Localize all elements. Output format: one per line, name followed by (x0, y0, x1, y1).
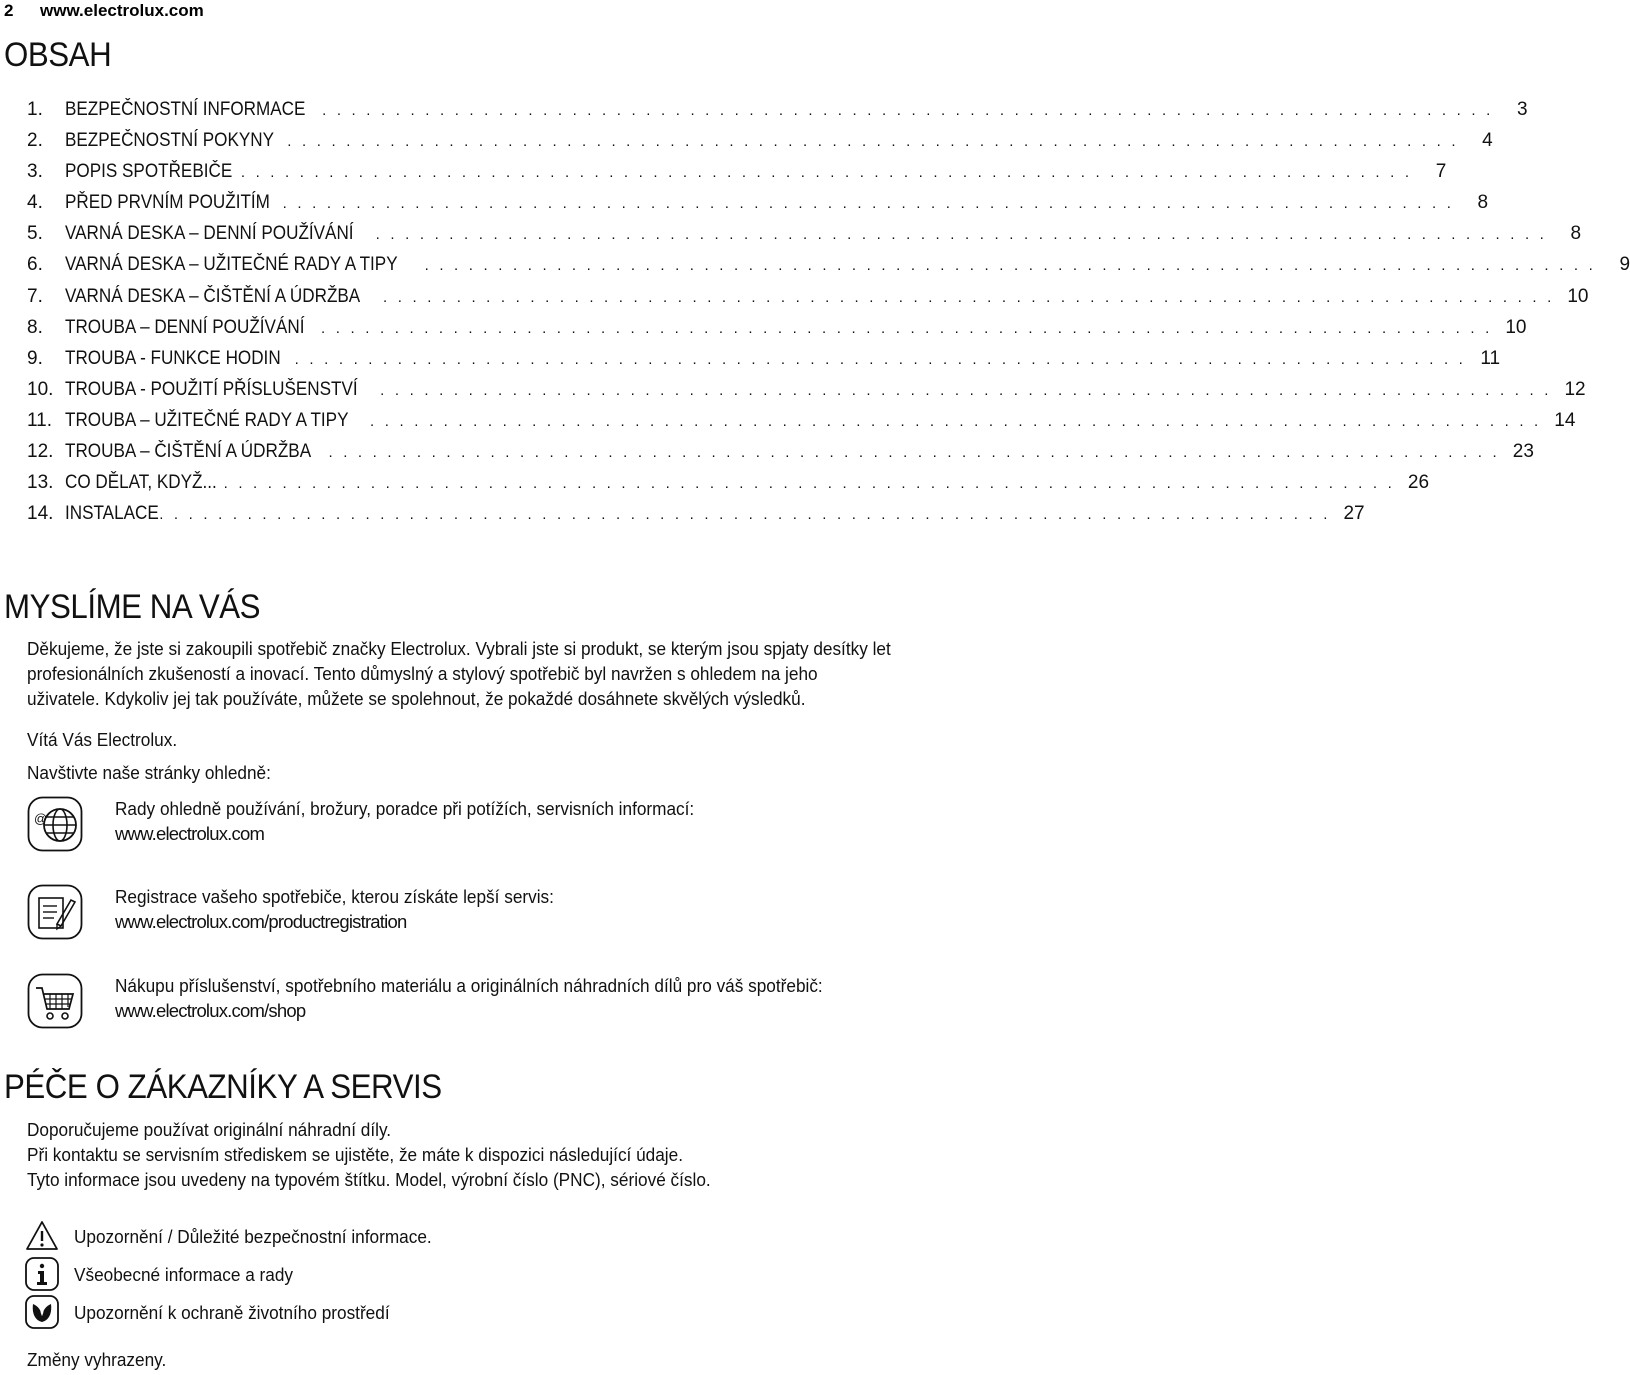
toc-entry-title: POPIS SPOTŘEBIČE (65, 161, 233, 183)
intro-paragraph (27, 636, 957, 711)
toc-dot-leader: . . . . . . . . . . . . . . . . . . . . . . . . . . . . . . . . . . . . . . . . . . . . . . . . . . . . . . . . . . . . . . . . . . . . . . . . . . . . . . . . (322, 102, 1494, 119)
toc-entry-page: 8 (1477, 192, 1489, 214)
intro-line: uživatele. Kdykoliv jej tak používáte, můžete se spolehnout, že pokaždé dosáhnete skvělých výsledků. (27, 688, 806, 709)
svg-text:@: @ (34, 811, 48, 826)
toc-entry-number: 10. (27, 378, 54, 400)
toc-entry-title: TROUBA – DENNÍ POUŽÍVÁNÍ (65, 316, 305, 338)
toc-entry-number: 11. (27, 409, 53, 431)
toc-entry-number: 6. (27, 254, 43, 276)
header-site[interactable]: www.electrolux.com (40, 1, 204, 20)
intro-line: Děkujeme, že jste si zakoupili spotřebič značky Electrolux. Vybrali jste si produkt, se kterým jsou spjaty desítky let (27, 638, 891, 659)
toc-entry-page: 27 (1343, 503, 1365, 525)
toc-entry-number: 2. (27, 130, 43, 152)
toc-entry[interactable] (27, 502, 1365, 533)
toc-entry-number: 13. (27, 472, 54, 494)
toc-title: OBSAH (4, 36, 112, 74)
toc-entry-title: TROUBA – ČIŠTĚNÍ A ÚDRŽBA (65, 441, 312, 463)
toc-entry-page: 4 (1482, 130, 1493, 152)
toc-entry-title: PŘED PRVNÍM POUŽITÍM (65, 192, 270, 214)
warning-icon (24, 1218, 60, 1254)
toc-entry-page: 10 (1505, 316, 1527, 338)
toc-entry-page: 23 (1512, 441, 1534, 463)
toc-entry-number: 5. (27, 223, 43, 245)
section-title-care: PÉČE O ZÁKAZNÍKY A SERVIS (4, 1068, 442, 1106)
toc-entry-title: CO DĚLAT, KDYŽ... (65, 472, 217, 494)
toc-entry-number: 7. (27, 285, 43, 307)
toc-dot-leader: . . . . . . . . . . . . . . . . . . . . . . . . . . . . . . . . . . . . . . . . . . . . . . . . . . . . . . . . . . . . . . . . . . . . . . . . . . . . . . . . (282, 195, 1455, 213)
web-globe-icon (27, 796, 83, 852)
toc-entry[interactable] (27, 160, 1447, 191)
visit-label: Navštivte naše stránky ohledně: (27, 762, 271, 783)
care-line: Při kontaktu se servisním střediskem se ujistěte, že máte k dispozici následující údaje. (27, 1144, 683, 1165)
toc-entry[interactable] (27, 191, 1489, 222)
link-description: Rady ohledně používání, brožury, poradce při potížích, servisních informací: (115, 798, 695, 819)
care-line: Tyto informace jsou uvedeny na typovém štítku. Model, výrobní číslo (PNC), sériové číslo. (27, 1169, 711, 1190)
toc-entry-page: 7 (1435, 161, 1447, 183)
toc-dot-leader: . . . . . . . . . . . . . . . . . . . . . . . . . . . . . . . . . . . . . . . . . . . . . . . . . . . . . . . . . . . . . . . . . . . . . . . . . . . . . . . . (159, 506, 1331, 524)
toc-entry-page: 3 (1516, 99, 1528, 120)
toc-dot-leader: . . . . . . . . . . . . . . . . . . . . . . . . . . . . . . . . . . . . . . . . . . . . . . . . . . . . . . . . . . . . . . . . . . . . . . . . . . . . . . . . (328, 444, 1500, 462)
toc-entry[interactable] (27, 409, 1576, 440)
toc-dot-leader: . . . . . . . . . . . . . . . . . . . . . . . . . . . . . . . . . . . . . . . . . . . . . . . . . . . . . . . . . . . . . . . . . . . . . . . . . . . . . . . . (380, 381, 1552, 399)
toc-entry-title: BEZPEČNOSTNÍ POKYNY (65, 130, 275, 152)
toc-entry-title: TROUBA - POUŽITÍ PŘÍSLUŠENSTVÍ (65, 378, 358, 400)
link-block-shop (27, 973, 957, 1037)
legend-text: Upozornění / Důležité bezpečnostní informace. (74, 1226, 432, 1247)
toc-entry-page: 14 (1554, 409, 1576, 431)
environment-icon (24, 1294, 60, 1330)
registration-notepad-icon (27, 884, 83, 940)
toc-entry-number: 3. (27, 161, 43, 183)
toc-dot-leader: . . . . . . . . . . . . . . . . . . . . . . . . . . . . . . . . . . . . . . . . . . . . . . . . . . . . . . . . . . . . . . . . . . . . . . . . . . . . . . . . (321, 319, 1493, 337)
changes-note: Změny vyhrazeny. (27, 1349, 167, 1370)
toc-entry[interactable] (27, 440, 1534, 471)
toc-dot-leader: . . . . . . . . . . . . . . . . . . . . . . . . . . . . . . . . . . . . . . . . . . . . . . . . . . . . . . . . . . . . . . . . . . . . . . . . . . . . . . . . (223, 475, 1396, 493)
toc-dot-leader: . . . . . . . . . . . . . . . . . . . . . . . . . . . . . . . . . . . . . . . . . . . . . . . . . . . . . . . . . . . . . . . . . . . . . . . . . . . . . . . . (287, 133, 1459, 151)
legend-text: Všeobecné informace a rady (74, 1264, 294, 1285)
toc-entry-page: 12 (1564, 378, 1586, 400)
toc-entry-title: TROUBA – UŽITEČNÉ RADY A TIPY (65, 409, 349, 431)
toc-dot-leader: . . . . . . . . . . . . . . . . . . . . . . . . . . . . . . . . . . . . . . . . . . . . . . . . . . . . . . . . . . . . . . . . . . . . . . . . . . . . . . . . (370, 412, 1542, 430)
toc-entry-page: 10 (1567, 285, 1589, 307)
legend-text: Upozornění k ochraně životního prostředí (74, 1302, 390, 1323)
toc-entry-number: 8. (27, 316, 43, 338)
link-block-registration (27, 884, 957, 948)
toc-entry-title: INSTALACE (65, 503, 159, 525)
welcome-label: Vítá Vás Electrolux. (27, 729, 178, 750)
toc-entry-number: 9. (27, 347, 43, 369)
toc-entry[interactable] (27, 285, 1589, 316)
toc-entry-number: 1. (27, 99, 43, 120)
toc-entry[interactable] (27, 98, 1528, 129)
welcome-text (27, 727, 957, 752)
toc-entry-number: 14. (27, 503, 54, 525)
link-url[interactable]: www.electrolux.com/productregistration (115, 911, 407, 932)
toc-entry-title: VARNÁ DESKA – UŽITEČNÉ RADY A TIPY (65, 254, 398, 276)
toc-dot-leader: . . . . . . . . . . . . . . . . . . . . . . . . . . . . . . . . . . . . . . . . . . . . . . . . . . . . . . . . . . . . . . . . . . . . . . . . . . . . . . . . (375, 226, 1548, 244)
toc-entry[interactable] (27, 129, 1493, 160)
info-icon (24, 1256, 60, 1292)
care-line: Doporučujeme používat originální náhradní díly. (27, 1119, 392, 1140)
toc-entry[interactable] (27, 222, 1582, 253)
toc-entry[interactable] (27, 316, 1527, 347)
table-of-contents (27, 98, 1630, 533)
toc-entry[interactable] (27, 378, 1586, 409)
link-description: Registrace vašeho spotřebiče, kterou získáte lepší servis: (115, 886, 554, 907)
toc-entry-title: TROUBA - FUNKCE HODIN (65, 347, 281, 369)
toc-entry-page: 9 (1619, 254, 1630, 276)
link-description: Nákupu příslušenství, spotřebního materiálu a originálních náhradních dílů pro váš spotřebič: (115, 975, 823, 996)
toc-entry[interactable] (27, 471, 1430, 502)
toc-dot-leader: . . . . . . . . . . . . . . . . . . . . . . . . . . . . . . . . . . . . . . . . . . . . . . . . . . . . . . . . . . . . . . . . . . . . . . . . . . . . . . . . (424, 257, 1597, 275)
toc-entry-page: 11 (1480, 347, 1501, 369)
toc-entry-title: VARNÁ DESKA – ČIŠTĚNÍ A ÚDRŽBA (65, 285, 361, 307)
toc-dot-leader: . . . . . . . . . . . . . . . . . . . . . . . . . . . . . . . . . . . . . . . . . . . . . . . . . . . . . . . . . . . . . . . . . . . . . . . . . . . . . . . . (294, 350, 1467, 368)
page-header (4, 0, 204, 22)
toc-entry-title: BEZPEČNOSTNÍ INFORMACE (65, 99, 306, 120)
link-block-web (27, 796, 957, 860)
toc-entry[interactable] (27, 347, 1501, 378)
visit-heading (27, 760, 957, 785)
toc-entry[interactable] (27, 253, 1630, 284)
link-url[interactable]: www.electrolux.com/shop (115, 1000, 306, 1021)
toc-entry-number: 4. (27, 192, 43, 214)
toc-entry-title: VARNÁ DESKA – DENNÍ POUŽÍVÁNÍ (65, 223, 354, 245)
link-url[interactable]: www.electrolux.com (115, 823, 265, 844)
shopping-cart-icon (27, 973, 83, 1029)
toc-entry-page: 8 (1570, 223, 1582, 245)
toc-dot-leader: . . . . . . . . . . . . . . . . . . . . . . . . . . . . . . . . . . . . . . . . . . . . . . . . . . . . . . . . . . . . . . . . . . . . . . . . . . . . . . . . (240, 164, 1413, 182)
section-title-think: MYSLÍME NA VÁS (4, 588, 261, 626)
page-number: 2 (4, 1, 14, 20)
care-paragraph (27, 1117, 762, 1192)
toc-entry-number: 12. (27, 441, 54, 463)
toc-dot-leader: . . . . . . . . . . . . . . . . . . . . . . . . . . . . . . . . . . . . . . . . . . . . . . . . . . . . . . . . . . . . . . . . . . . . . . . . . . . . . . . . (383, 288, 1555, 306)
intro-line: profesionálních zkušeností a inovací. Tento důmyslný a stylový spotřebič byl navržen s ohledem na jeho (27, 663, 818, 684)
toc-entry-page: 26 (1407, 472, 1430, 494)
